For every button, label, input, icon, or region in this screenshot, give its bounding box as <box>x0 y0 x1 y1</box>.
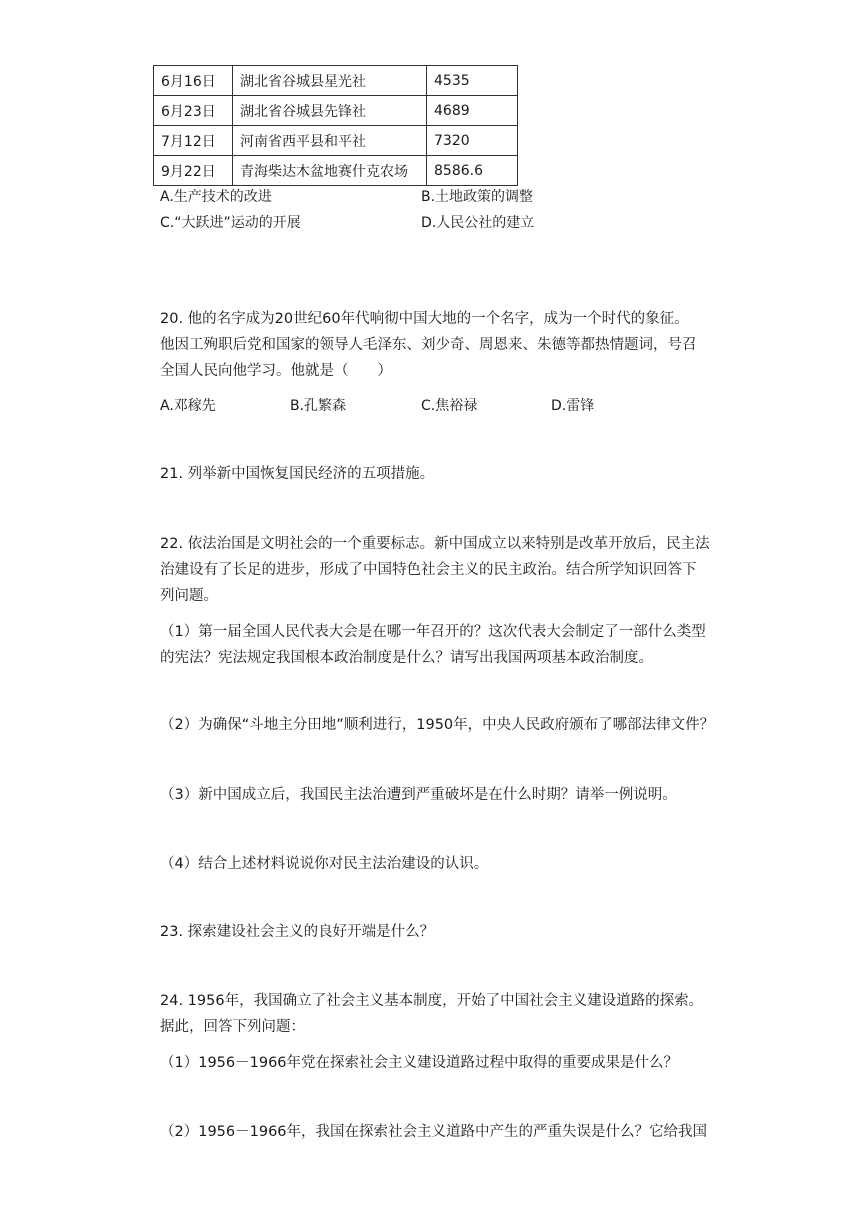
table-cell-unit: 湖北省谷城县先锋社 <box>233 96 427 126</box>
q19-option-d: D.人民公社的建立 <box>421 215 535 231</box>
q20-option-d: D.雷锋 <box>551 398 595 414</box>
table-cell-value: 7320 <box>427 126 518 156</box>
q19-option-a: A.生产技术的改进 <box>160 189 272 205</box>
table-cell-value: 4535 <box>427 66 518 96</box>
table-cell-unit: 湖北省谷城县星光社 <box>233 66 427 96</box>
q19-option-c: C.“大跃进”运动的开展 <box>160 215 301 231</box>
table-cell-date: 7月12日 <box>154 126 233 156</box>
q20-option-b: B.孔繁森 <box>290 398 347 414</box>
q22-sub3: （3）新中国成立后，我国民主法治遭到严重破坏是在什么时期？请举一例说明。 <box>160 787 677 803</box>
table-cell-unit: 河南省西平县和平社 <box>233 126 427 156</box>
q22-stem-line-3: 列问题。 <box>160 588 218 604</box>
table-cell-date: 6月23日 <box>154 96 233 126</box>
q20-option-c: C.焦裕禄 <box>421 398 478 414</box>
q22-sub4: （4）结合上述材料说说你对民主法治建设的认识。 <box>160 856 489 872</box>
q24-stem-line-2: 据此，回答下列问题： <box>160 1019 305 1035</box>
table-cell-value: 8586.6 <box>427 156 518 186</box>
q22-stem-line-2: 治建设有了长足的进步，形成了中国特色社会主义的民主政治。结合所学知识回答下 <box>160 562 697 578</box>
table-cell-value: 4689 <box>427 96 518 126</box>
data-table <box>153 65 518 186</box>
q19-option-b: B.土地政策的调整 <box>421 189 534 205</box>
q24-sub2: （2）1956－1966年，我国在探索社会主义道路中产生的严重失误是什么？它给我国 <box>160 1124 708 1140</box>
q21-stem: 21. 列举新中国恢复国民经济的五项措施。 <box>160 466 435 482</box>
q24-sub1: （1）1956－1966年党在探索社会主义建设道路过程中取得的重要成果是什么？ <box>160 1055 679 1071</box>
q20-stem-line-3: 全国人民向他学习。他就是（ ） <box>160 363 392 379</box>
q22-sub2: （2）为确保“斗地主分田地”顺利进行，1950年，中央人民政府颁布了哪部法律文件？ <box>160 717 715 733</box>
q23-stem: 23. 探索建设社会主义的良好开端是什么？ <box>160 924 435 940</box>
q20-option-a: A.邓稼先 <box>160 398 216 414</box>
table-row <box>154 156 518 186</box>
q22-sub1-line-1: （1）第一届全国人民代表大会是在哪一年召开的？这次代表大会制定了一部什么类型 <box>160 624 706 640</box>
q20-stem-line-1: 20. 他的名字成为20世纪60年代响彻中国大地的一个名字，成为一个时代的象征。 <box>160 311 689 327</box>
table-row <box>154 126 518 156</box>
q22-stem-line-1: 22. 依法治国是文明社会的一个重要标志。新中国成立以来特别是改革开放后，民主法 <box>160 536 710 552</box>
q22-sub1-line-2: 的宪法？宪法规定我国根本政治制度是什么？请写出我国两项基本政治制度。 <box>160 650 653 666</box>
table-cell-date: 9月22日 <box>154 156 233 186</box>
q24-stem-line-1: 24. 1956年，我国确立了社会主义基本制度，开始了中国社会主义建设道路的探索。 <box>160 993 704 1009</box>
table-cell-date: 6月16日 <box>154 66 233 96</box>
table-row <box>154 66 518 96</box>
table-row <box>154 96 518 126</box>
table-cell-unit: 青海柴达木盆地赛什克农场 <box>233 156 427 186</box>
q20-stem-line-2: 他因工殉职后党和国家的领导人毛泽东、刘少奇、周恩来、朱德等都热情题词，号召 <box>160 337 697 353</box>
